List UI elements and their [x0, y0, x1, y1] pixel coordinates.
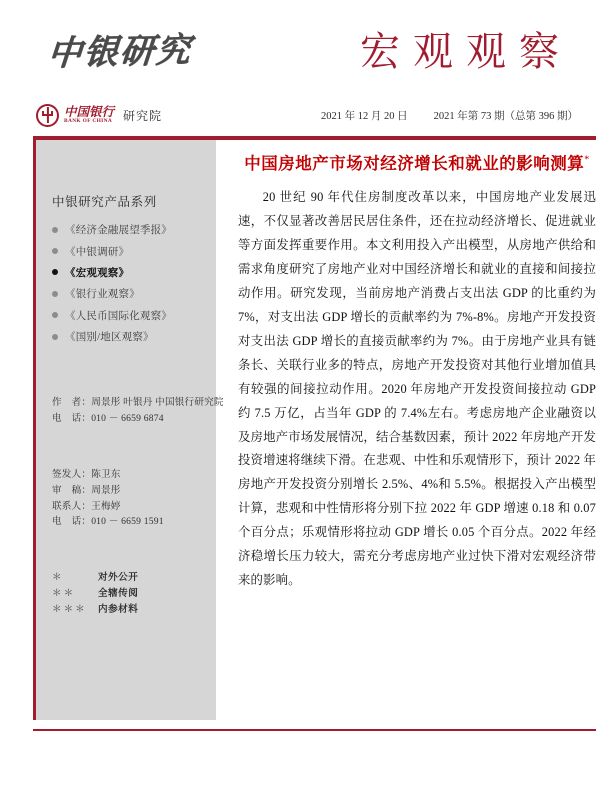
sidebar-item-country-region-observation[interactable] — [52, 326, 216, 347]
sidebar-item-label: 《国别/地区观察》 — [65, 332, 154, 344]
sidebar-item-rmb-internationalization[interactable] — [52, 305, 216, 326]
reviewer-label: 审 稿： — [52, 484, 92, 496]
contact-label: 联系人： — [52, 500, 92, 512]
author-label: 作 者： — [52, 397, 92, 409]
mark-row-restricted — [52, 602, 216, 618]
mark-label: 全辖传阅 — [98, 588, 139, 600]
mark-star: ＊＊＊ — [52, 603, 87, 615]
bullet-icon — [52, 248, 58, 254]
institute-name: 研究院 — [123, 108, 163, 123]
contact-phone-value: 010 － 6659 1591 — [91, 516, 164, 528]
mark-star: ＊＊ — [52, 588, 76, 600]
classification-marks-block — [36, 570, 216, 617]
bank-of-china-logo — [36, 104, 114, 127]
page-header — [0, 0, 612, 96]
author-value: 周景彤 叶银丹 中国银行研究院 — [91, 397, 224, 409]
bank-name-block — [64, 106, 114, 125]
bullet-icon — [52, 291, 58, 297]
contact-row — [52, 499, 216, 515]
mark-row-public — [52, 570, 216, 586]
sidebar — [33, 140, 224, 720]
bullet-icon — [52, 312, 58, 318]
mark-row-internal-circulation — [52, 586, 216, 602]
issuer-label: 签发人： — [52, 468, 92, 480]
page-title-text: 中国房地产市场对经济增长和就业的影响测算 — [244, 154, 585, 173]
sidebar-item-label: 《中银调研》 — [65, 246, 130, 258]
sidebar-item-label: 《宏观观察》 — [65, 267, 130, 279]
sidebar-item-economic-outlook[interactable] — [52, 219, 216, 240]
sidebar-series-list — [36, 219, 216, 347]
author-phone-label: 电 话： — [52, 413, 92, 425]
sidebar-item-label: 《人民币国际化观察》 — [65, 310, 172, 322]
sidebar-item-macro-observation[interactable] — [52, 262, 216, 283]
sidebar-item-banking-observation[interactable] — [52, 283, 216, 304]
contact-phone-row — [52, 514, 216, 530]
sidebar-item-label: 《经济金融展望季报》 — [65, 225, 172, 237]
issue-number: 2021 年第 73 期（总第 396 期） — [433, 110, 578, 122]
author-phone-value: 010 － 6659 6874 — [91, 413, 164, 425]
author-phone-row — [52, 411, 216, 427]
issuer-row — [52, 467, 216, 483]
sidebar-series-title: 中银研究产品系列 — [52, 195, 157, 209]
page-title — [238, 148, 596, 180]
bank-name-cn: 中国银行 — [64, 104, 115, 119]
mark-label: 内参材料 — [98, 603, 139, 615]
mark-label: 对外公开 — [98, 572, 139, 584]
brand-logo-calligraphy: 中银研究 — [46, 31, 194, 73]
footer-divider-rule — [33, 729, 596, 731]
bullet-icon — [52, 269, 58, 275]
bullet-icon — [52, 334, 58, 340]
sidebar-item-boc-survey[interactable] — [52, 240, 216, 261]
contact-phone-label: 电 话： — [52, 516, 92, 528]
author-row — [52, 395, 224, 411]
title-footnote-marker: * — [584, 154, 590, 166]
issuer-value: 陈卫东 — [91, 468, 121, 480]
bullet-icon — [52, 227, 58, 233]
page-content — [0, 140, 612, 720]
abstract-paragraph: 20 世纪 90 年代住房制度改革以来，中国房地产业发展迅速，不仅显著改善居民居住条件，还在拉动经济增长、促进就业等方面发挥重要作用。本文利用投入产出模型，从房地产供给和需求角度研究了房地产业对中国经济增长和就业的直接和间接拉动作用。研究发现，当前房地产消费占支出法 GDP 的比重约为 7%，对支出法 GDP 增长的贡献率约为 7%-8%。房地产开发投资对支出法 GDP 增长的直接贡献率约为 7%。由于房地产业具有链条长、关联行业多的特点，房地产开发投资对其他行业增加值具有较强的间接拉动作用。2020 年房地产开发投资间接拉动 GDP 约 7.5 万亿，占当年 GDP 的 7.4%左右。考虑房地产企业融资以及房地产市场发展情况，结合基数因素，预计 2022 年房地产开发投资增速将继续下滑。在悲观、中性和乐观情形下，预计 2022 年房地产开发投资分别增长 2.5%、4%和 5.5%。根据投入产出模型计算，悲观和中性情形将分别下拉 2022 年 GDP 增速 0.18 和 0.07 个百分点；乐观情形将拉动 GDP 增长 0.05 个百分点。2022 年经济稳增长压力较大，需充分考虑房地产业过快下滑对宏观经济带来的影响。 — [238, 190, 596, 588]
issue-info — [321, 108, 592, 123]
bank-name-en: BANK OF CHINA — [64, 118, 113, 125]
publication-date: 2021 年 12 月 20 日 — [321, 110, 408, 122]
reviewer-value: 周景彤 — [91, 484, 121, 496]
author-info-block — [36, 395, 224, 427]
sidebar-item-label: 《银行业观察》 — [65, 289, 140, 301]
main-column — [216, 140, 596, 593]
mark-star: ＊ — [52, 572, 64, 584]
publication-subheader — [0, 96, 612, 134]
boc-coin-icon — [36, 104, 59, 127]
signer-info-block — [36, 467, 216, 530]
publication-masthead: 宏观观察 — [360, 28, 572, 74]
reviewer-row — [52, 483, 216, 499]
contact-value: 王梅婷 — [91, 500, 121, 512]
